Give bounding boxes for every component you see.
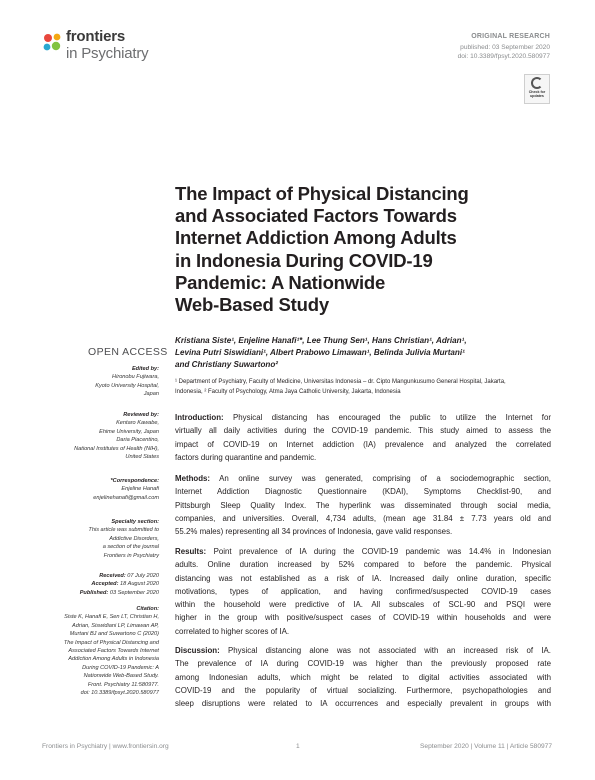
edited-by-heading: Edited by: <box>131 366 159 372</box>
citation-line: Front. Psychiatry 11:580977. <box>87 681 159 688</box>
accepted-date: Accepted: 18 August 2020 <box>91 581 159 588</box>
published-date-sidebar: Published: 03 September 2020 <box>79 589 159 596</box>
specialty-heading: Specialty section: <box>111 519 159 525</box>
editor-line: Japan <box>143 391 159 398</box>
crossmark-text-1: Check for <box>528 90 546 94</box>
received-date: Received: 07 July 2020 <box>99 573 159 579</box>
author-line: and Christiany Suwartono² <box>175 360 278 369</box>
open-access-label: OPEN ACCESS <box>88 346 168 358</box>
dates-block <box>80 572 159 597</box>
check-for-updates-button[interactable] <box>524 74 550 104</box>
specialty-section-block <box>88 518 159 560</box>
editor-line: Kyoto University Hospital, <box>95 382 159 389</box>
citation-line: Associated Factors Towards Internet <box>68 648 159 655</box>
specialty-line: Addictive Disorders, <box>109 535 159 542</box>
author-list <box>175 335 545 371</box>
correspondence-email[interactable]: enjelinehanafi@gmail.com <box>93 494 159 501</box>
abstract-discussion: Discussion: Physical distancing alone was not associated with an increased risk of IA. The prevalence of IA during COVID-19 was higher than the previously proposed rate among Indonesian adults, which might be related to digital activities associated with COVID-19 and the popularity of virtual socializing. Furthermore, psychopathologies and sleep disruptions were related to IA occurrences and especially prevalent in groups with <box>175 646 551 708</box>
reviewer-line: United States <box>125 454 159 461</box>
results-label: Results: <box>175 547 207 556</box>
crossmark-text-2: updates <box>530 94 544 98</box>
reviewed-by-block <box>74 411 159 461</box>
specialty-line: This article was submitted to <box>88 527 159 534</box>
citation-heading: Citation: <box>136 606 159 612</box>
doi-link[interactable]: doi: 10.3389/fpsyt.2020.580977 <box>457 53 550 60</box>
affiliation-line: ¹ Department of Psychiatry, Faculty of Medicine, Universitas Indonesia – dr. Cipto Mangunkusumo General Hospital, Jakarta, <box>175 379 506 385</box>
edited-by-block <box>95 365 159 399</box>
editor-line: Hironobu Fujiwara, <box>112 374 159 381</box>
reviewer-line: Ehime University, Japan <box>99 428 159 435</box>
footer-issue-info: September 2020 | Volume 11 | Article 580977 <box>420 743 552 750</box>
affiliation-line: Indonesia, ² Faculty of Psychology, Atma Jaya Catholic University, Jakarta, Indonesia <box>175 389 401 395</box>
title-line: and Associated Factors Towards <box>175 205 457 227</box>
discussion-label: Discussion: <box>175 646 220 655</box>
abstract-results: Results: Point prevalence of IA during the COVID-19 pandemic was 14.4% in Indonesian adults. Online duration increased by 52% compared to before the pandemic. Physical distancing was not established as a risk of IA. Increased daily online duration, specific motivations, types of application, and having confirmed/suspected COVID-19 cases within the household were predictive of IA. All subscales of SCL-90 and PSQI were higher in the group with positive/suspect cases of COVID-19 within households and were correlated to higher scores of IA. <box>175 547 551 636</box>
logo-line-2: in Psychiatry <box>66 45 149 62</box>
methods-label: Methods: <box>175 474 211 483</box>
author-line: Kristiana Siste¹, Enjeline Hanafi¹*, Lee Thung Sen¹, Hans Christian¹, Adrian¹, <box>175 336 467 345</box>
citation-line: During COVID-19 Pandemic: A <box>82 664 159 671</box>
article-title <box>175 183 555 316</box>
reviewer-line: National Institutes of Health (NIH), <box>74 445 159 452</box>
author-line: Levina Putri Siswidiani¹, Albert Prabowo Limawan¹, Belinda Julivia Murtani¹ <box>175 348 465 357</box>
page-number: 1 <box>296 743 300 750</box>
published-date: published: 03 September 2020 <box>460 44 550 51</box>
frontiers-logo-icon <box>42 32 64 54</box>
abstract-introduction: Introduction: Physical distancing has encouraged the public to utilize the Internet for virtually all daily activities during the COVID-19 pandemic. This study aimed to assess the impact of COVID-19 on Internet addiction (IA) prevalence and analyzed the correlated factors during quarantine and pandemic. <box>175 413 551 462</box>
abstract-methods: Methods: An online survey was generated, comprising of a sociodemographic section, Internet Addiction Diagnostic Questionnaire (KDAI), Symptoms Checklist-90, and Pittsburgh Sleep Quality Index. The hyperlink was disseminated through social media, companies, and universities. Overall, 4,734 adults, (mean age 31.84 ± 7.73 years old and 55.2% males) representing all 34 provinces of Indonesia, gave valid responses. <box>175 474 551 536</box>
citation-line: Murtani BJ and Suwartono C (2020) <box>69 631 159 638</box>
correspondence-name: Enjeline Hanafi <box>121 486 159 493</box>
affiliations <box>175 377 560 397</box>
reviewed-by-heading: Reviewed by: <box>123 412 159 418</box>
citation-line: The Impact of Physical Distancing and <box>63 639 159 646</box>
citation-line: Siste K, Hanafi E, Sen LT, Christian H, <box>64 614 159 621</box>
citation-block <box>64 605 159 697</box>
journal-logo <box>42 28 202 68</box>
citation-line: Adrian, Siswidiani LP, Limawan AP, <box>72 622 159 629</box>
logo-line-1: frontiers <box>66 28 126 45</box>
citation-doi[interactable]: doi: 10.3389/fpsyt.2020.580977 <box>80 690 159 697</box>
title-line: in Indonesia During COVID-19 <box>175 249 433 271</box>
reviewer-line: Daria Piacentino, <box>116 437 159 444</box>
article-type: ORIGINAL RESEARCH <box>471 33 550 40</box>
title-line: Internet Addiction Among Adults <box>175 227 457 249</box>
title-line: The Impact of Physical Distancing <box>175 183 469 204</box>
citation-line: Nationwide Web-Based Study. <box>83 673 159 680</box>
crossmark-icon <box>531 77 543 89</box>
correspondence-heading: *Correspondence: <box>110 478 159 484</box>
specialty-line: a section of the journal <box>102 544 159 551</box>
correspondence-block <box>93 477 159 502</box>
specialty-line: Frontiers in Psychiatry <box>103 552 159 559</box>
reviewer-line: Kentaro Kawabe, <box>116 420 159 427</box>
title-line: Pandemic: A Nationwide <box>175 271 386 293</box>
footer-journal-link[interactable]: Frontiers in Psychiatry | www.frontiersin.org <box>42 743 169 750</box>
citation-line: Addiction Among Adults in Indonesia <box>68 656 159 663</box>
title-line: Web-Based Study <box>175 294 329 316</box>
introduction-label: Introduction: <box>175 413 224 422</box>
